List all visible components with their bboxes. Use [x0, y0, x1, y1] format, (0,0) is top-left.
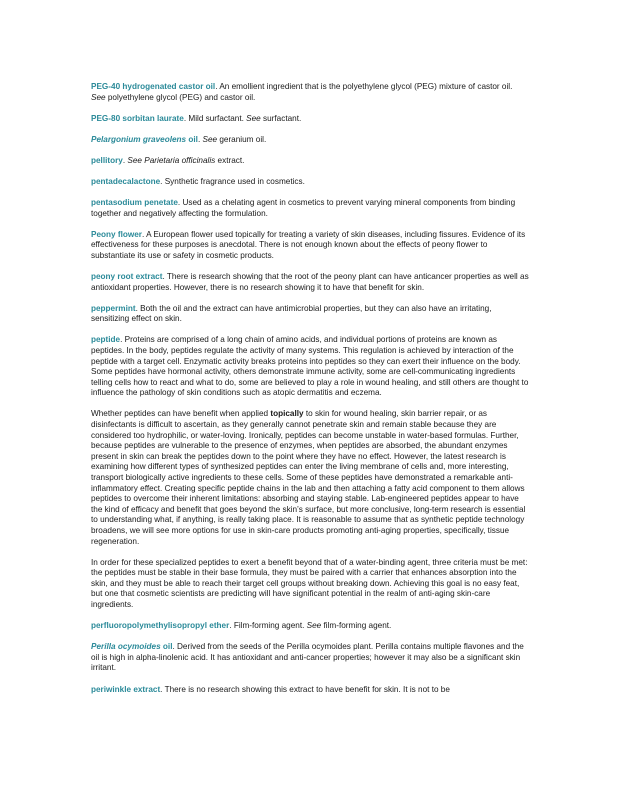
entry-peony-root — [91, 272, 529, 293]
definition: . An emollient ingredient that is the polyethylene glycol (PEG) mixture of castor oil. — [215, 82, 513, 91]
definition: . Mild surfactant. — [183, 113, 247, 123]
definition: . — [122, 155, 128, 165]
definition: . Film-forming agent. — [229, 621, 307, 631]
term: peptide — [91, 335, 121, 345]
definition: . Derived from the seeds of the Perilla ocymoides plant. Perilla contains multiple flavones and the oil is high in alpha-linolenic acid. It has antioxidant and anti-cancer properties; however it may also be a significant skin irritant. — [91, 642, 524, 673]
definition: . A European flower used topically for treating a variety of skin diseases, including fissures. Evidence of its effectiveness for these purposes is anecdotal. There is not enough known about the effects of peony flower to substantiate its use or safety in cosmetic products. — [91, 229, 526, 260]
term: Pelargonium graveolens — [91, 134, 187, 144]
term: pellitory — [91, 155, 123, 165]
term: Perilla ocymoides — [91, 642, 161, 652]
term: peony root extract — [91, 272, 163, 282]
paragraph-text: Whether peptides can have benefit when applied — [91, 409, 271, 419]
paragraph-text-cont: to skin for wound healing, skin barrier repair, or as disinfectants is difficult to ascertain, as they generally cannot penetrate skin and remain stable because they are considered too hydrophilic, or water-loving. Ironically, peptides can become unstable in water-based formulas. Further, because peptides are vulnerable to the presence of enzymes, when peptides are absorbed, the abundant enzymes present in skin can break the peptides down to the point where they have no effect. However, the latest research is examining how different types of synthesized peptides can enter the living membrane of cells and, more interesting, transport biologically active ingredients to these cells. Some of these peptides have demonstrated a remarkable anti-inflammatory effect. Creating specific peptide chains in the lab and then attaching a fatty acid component to them allows peptides to overcome their inherent limitations: absorbing and staying stable. Lab-engineered peptides appear to have the kind of efficacy and benefit that goes beyond the skin’s surface, but more conclusive, long-term research is essential to understanding what, if anything, is really taking place. It is reasonable to assume that as synthetic peptide technology broadens, we will see more options for use in skin-care products promoting anti-aging properties, specifically, tissue regeneration. — [91, 409, 526, 546]
term: peppermint — [91, 303, 136, 313]
entry-peg-40 — [91, 82, 529, 103]
term: pentasodium penetate — [91, 198, 178, 208]
entry-peg-80 — [91, 114, 529, 125]
entry-pellitory — [91, 156, 529, 167]
emphasis: topically — [270, 409, 304, 419]
entry-perilla — [91, 642, 529, 674]
entry-periwinkle — [91, 685, 529, 696]
peptide-paragraph-2: In order for these specialized peptides to exert a benefit beyond that of a water-binding agent, three criteria must be met: the peptides must be stable in their base formula, they must be paired with a carrier that enhances absorption into the skin, and they must be able to reach their target cell groups without breaking down. Achieving this goal is no easy feat, but one that cosmetic scientists are predicting will have significant potential in the realm of anti-aging skin-care ingredients. — [91, 557, 528, 610]
term: PEG-40 hydrogenated castor oil — [91, 82, 216, 91]
entry-peptide — [91, 335, 529, 399]
term: periwinkle extract — [91, 684, 161, 694]
term-suffix: oil — [186, 134, 198, 144]
definition-cont: extract. — [215, 155, 245, 165]
definition: . There is no research showing this extract to have benefit for skin. It is not to be — [160, 684, 450, 694]
definition: . — [197, 134, 203, 144]
definition: . There is research showing that the root of the peony plant can have anticancer properties as well as antioxidant properties. However, there is no research showing it to have that benefit for skin. — [91, 272, 529, 292]
entry-pentasodium-penetate — [91, 198, 529, 219]
definition: . Used as a chelating agent in cosmetics to prevent varying mineral components from binding together and negatively affecting the formulation. — [91, 198, 516, 218]
entry-peony-flower — [91, 230, 529, 262]
term-suffix: oil — [160, 642, 173, 652]
document-page — [91, 82, 529, 706]
peptide-paragraph-1 — [91, 409, 529, 547]
entry-pentadecalactone — [91, 177, 529, 188]
see-label: See — [202, 134, 218, 144]
definition: . Proteins are comprised of a long chain of amino acids, and individual portions of proteins are known as peptides. In the body, peptides regulate the activity of many systems. This regulation is achieved by interaction of the peptide with a target cell. Enzymatic activity breaks proteins into peptides so they can exert their influence on the body. Some peptides have hormonal activity, others demonstrate immune activity, some are cell-communicating ingredients telling cells how to react and what to do, some are believed to play a role in wound healing, and still others are thought to influence the pathology of skin conditions such as atopic dermatitis and eczema. — [91, 335, 529, 398]
definition-cont: geranium oil. — [217, 134, 267, 144]
definition: . Synthetic fragrance used in cosmetics. — [160, 176, 305, 186]
definition-cont: film-forming agent. — [321, 621, 392, 631]
term: PEG-80 sorbitan laurate — [91, 113, 184, 123]
see-label: See — [246, 113, 261, 123]
term: Peony flower — [91, 229, 142, 239]
see-label: See — [91, 92, 106, 102]
entry-perfluoropolymethylisopropyl — [91, 621, 529, 632]
see-label: See Parietaria officinalis — [127, 155, 216, 165]
see-label: See — [306, 621, 322, 631]
entry-peppermint — [91, 304, 529, 325]
definition: . Both the oil and the extract can have antimicrobial properties, but they can also have an irritating, sensitizing effect on skin. — [91, 303, 492, 324]
definition-cont: surfactant. — [260, 113, 302, 123]
definition-cont: polyethylene glycol (PEG) and castor oil. — [105, 92, 256, 102]
entry-pelargonium — [91, 135, 529, 146]
term: perfluoropolymethylisopropyl ether — [91, 621, 230, 631]
term: pentadecalactone — [91, 176, 161, 186]
